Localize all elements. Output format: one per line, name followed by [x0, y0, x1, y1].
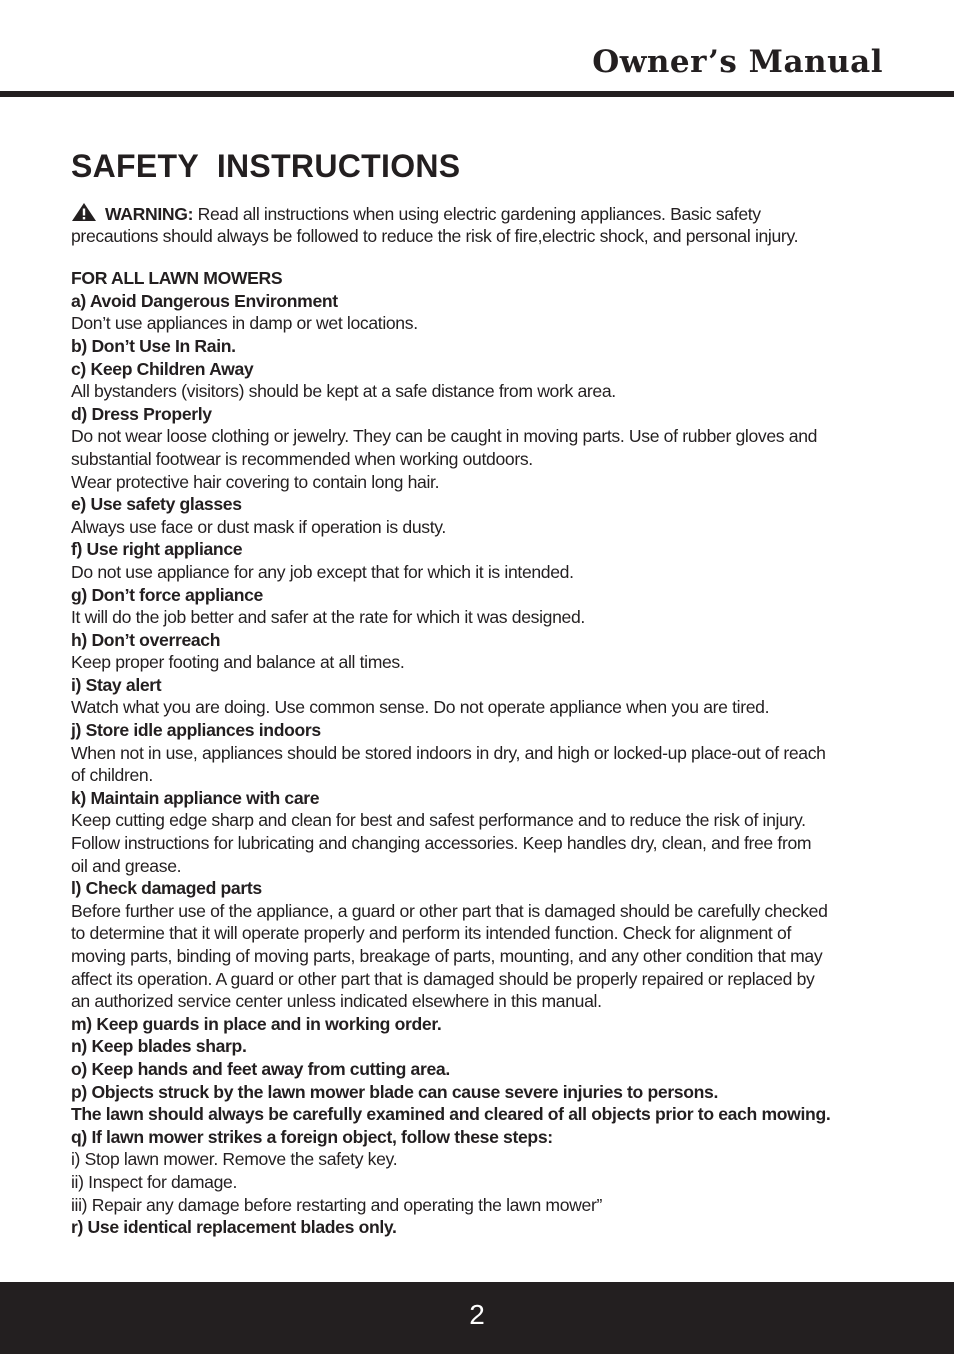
instruction-heading: c) Keep Children Away — [71, 358, 254, 379]
instruction-heading: b) Don’t Use In Rain. — [71, 335, 236, 356]
instruction-heading: i) Stay alert — [71, 674, 162, 695]
instruction-heading: h) Don’t overreach — [71, 629, 221, 650]
instruction-text: Don’t use appliances in damp or wet locations. — [71, 313, 418, 334]
instruction-text: Do not use appliance for any job except that for which it is intended. — [71, 561, 574, 582]
instruction-heading: r) Use identical replacement blades only. — [71, 1217, 397, 1238]
instruction-heading: p) Objects struck by the lawn mower blade can cause severe injuries to persons. — [71, 1081, 719, 1102]
instruction-heading: f) Use right appliance — [71, 539, 243, 560]
instruction-heading: d) Dress Properly — [71, 403, 212, 424]
instruction-text: Do not wear loose clothing or jewelry. They can be caught in moving parts. Use of rubber gloves and — [71, 426, 818, 447]
instruction-heading: The lawn should always be carefully examined and cleared of all objects prior to each mowing. — [71, 1104, 831, 1125]
page-title: SAFETY INSTRUCTIONS — [71, 148, 461, 184]
instruction-heading: e) Use safety glasses — [71, 494, 242, 515]
instruction-heading: g) Don’t force appliance — [71, 584, 263, 605]
instruction-text: Watch what you are doing. Use common sense. Do not operate appliance when you are tired. — [71, 697, 770, 718]
instruction-text: Before further use of the appliance, a guard or other part that is damaged should be carefully checked — [71, 900, 828, 921]
instruction-text: When not in use, appliances should be stored indoors in dry, and high or locked-up place-out of reach — [71, 742, 826, 763]
page-number: 2 — [469, 1299, 485, 1330]
instruction-text: Keep proper footing and balance at all times. — [71, 652, 405, 673]
warning-label: WARNING: — [105, 204, 194, 224]
instruction-text: ii) Inspect for damage. — [71, 1171, 238, 1192]
instruction-text: Wear protective hair covering to contain long hair. — [71, 471, 440, 492]
instruction-text: Always use face or dust mask if operation is dusty. — [71, 516, 446, 537]
instruction-text: an authorized service center unless indicated elsewhere in this manual. — [71, 991, 602, 1012]
section-heading: FOR ALL LAWN MOWERS — [71, 268, 283, 289]
warning-text: Read all instructions when using electric gardening appliances. Basic safety — [193, 204, 761, 224]
instruction-text: to determine that it will operate properly and perform its intended function. Check for alignment of — [71, 923, 791, 944]
instruction-text: All bystanders (visitors) should be kept at a safe distance from work area. — [71, 381, 616, 402]
instruction-heading: j) Store idle appliances indoors — [71, 720, 321, 741]
instruction-text: iii) Repair any damage before restarting and operating the lawn mower” — [71, 1194, 602, 1215]
instruction-list — [71, 290, 893, 1239]
instruction-heading: q) If lawn mower strikes a foreign object, follow these steps: — [71, 1126, 553, 1147]
instruction-text: i) Stop lawn mower. Remove the safety key. — [71, 1149, 398, 1170]
warning-line-2: precautions should always be followed to reduce the risk of fire,electric shock, and personal injury. — [71, 225, 799, 246]
instruction-text: oil and grease. — [71, 855, 182, 876]
instruction-heading: k) Maintain appliance with care — [71, 787, 320, 808]
instruction-text: It will do the job better and safer at the rate for which it was designed. — [71, 607, 585, 628]
instruction-text: moving parts, binding of moving parts, breakage of parts, mounting, and any other condition that may — [71, 946, 823, 966]
instruction-text: of children. — [71, 765, 153, 786]
instruction-heading: m) Keep guards in place and in working order. — [71, 1013, 442, 1034]
instruction-text: substantial footwear is recommended when working outdoors. — [71, 448, 533, 469]
warning-line-1 — [71, 202, 893, 225]
instruction-heading: o) Keep hands and feet away from cutting area. — [71, 1058, 450, 1079]
spacer — [71, 247, 893, 267]
instruction-text: Follow instructions for lubricating and changing accessories. Keep handles dry, clean, and free from — [71, 833, 812, 854]
header-divider — [0, 91, 954, 97]
instructions-body — [71, 202, 893, 1239]
warning-triangle-icon — [71, 202, 97, 222]
instruction-heading: a) Avoid Dangerous Environment — [71, 290, 338, 311]
instruction-text: Keep cutting edge sharp and clean for best and safest performance and to reduce the risk of injury. — [71, 810, 806, 831]
instruction-heading: l) Check damaged parts — [71, 878, 262, 899]
instruction-heading: n) Keep blades sharp. — [71, 1036, 247, 1057]
manual-title: Owner’s Manual — [592, 44, 883, 80]
instruction-text: affect its operation. A guard or other part that is damaged should be properly repaired or replaced by — [71, 968, 815, 989]
